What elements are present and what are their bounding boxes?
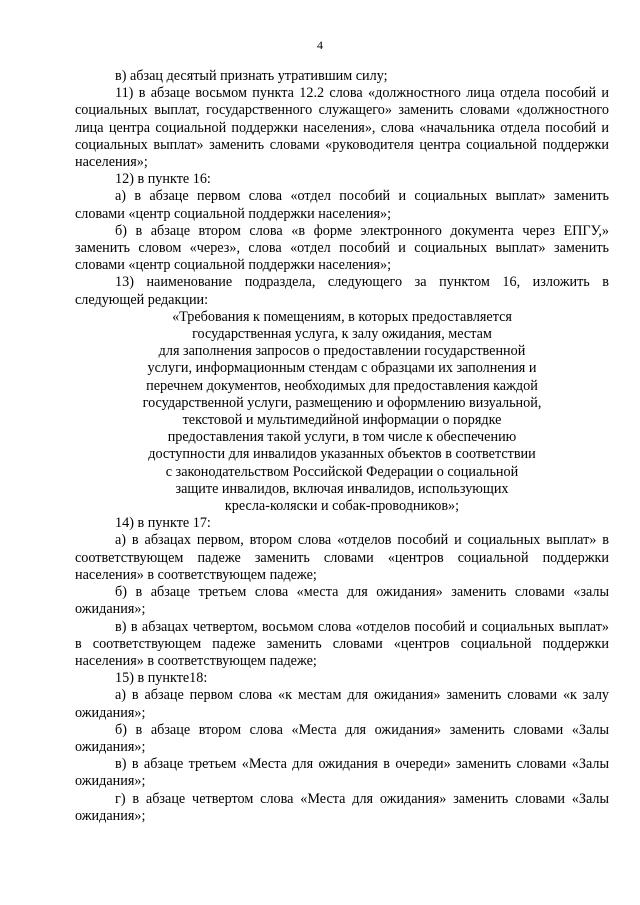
quote-line: защите инвалидов, включая инвалидов, использующих xyxy=(175,480,509,497)
paragraph: б) в абзаце втором слова «Места для ожидания» заменить словами «Залы ожидания»; xyxy=(75,721,609,755)
paragraph: б) в абзаце третьем слова «места для ожидания» заменить словами «залы ожидания»; xyxy=(75,584,609,618)
paragraph: а) в абзаце первом слова «отдел пособий и социальных выплат» заменить словами «центр социальной поддержки населения»; xyxy=(75,188,609,222)
paragraph: а) в абзацах первом, втором слова «отделов пособий и социальных выплат» в соответствующем падеже заменить словами «центров социальной поддержки населения» в соответствующем падеже; xyxy=(75,532,609,583)
paragraph: 14) в пункте 17: xyxy=(115,515,211,532)
quote-line: доступности для инвалидов указанных объектов в соответствии xyxy=(148,446,536,463)
paragraph: 15) в пункте18: xyxy=(115,670,208,687)
paragraph: 13) наименование подраздела, следующего за пунктом 16, изложить в следующей редакции: xyxy=(75,274,609,308)
paragraph: а) в абзаце первом слова «к местам для ожидания» заменить словами «к залу ожидания»; xyxy=(75,687,609,721)
quote-line: для заполнения запросов о предоставлении государственной xyxy=(158,343,526,360)
quote-line: кресла-коляски и собак-проводников»; xyxy=(224,498,460,515)
paragraph: в) в абзаце третьем «Места для ожидания в очереди» заменить словами «Залы ожидания»; xyxy=(75,756,609,790)
quote-line: предоставления такой услуги, в том числе к обеспечению xyxy=(167,429,517,446)
paragraph: г) в абзаце четвертом слова «Места для ожидания» заменить словами «Залы ожидания»; xyxy=(75,790,609,824)
quote-line: текстовой и мультимедийной информации о порядке xyxy=(182,412,502,429)
quote-line: государственной услуги, размещению и оформлению визуальной, xyxy=(142,394,542,411)
quote-line: государственная услуга, к залу ожидания, местам xyxy=(192,326,492,343)
paragraph: в) в абзацах четвертом, восьмом слова «отделов пособий и социальных выплат» в соответствующем падеже заменить словами «центров социальной поддержки населения» в соответствующем падеже; xyxy=(75,618,609,669)
quote-line: перечнем документов, необходимых для предоставления каждой xyxy=(146,377,538,394)
paragraph: 12) в пункте 16: xyxy=(115,171,211,188)
paragraph: в) абзац десятый признать утратившим силу; xyxy=(115,68,388,84)
quote-line: «Требования к помещениям, в которых предоставляется xyxy=(172,308,512,325)
quote-line: с законодательством Российской Федерации о социальной xyxy=(165,463,519,480)
quoted-heading xyxy=(75,309,609,515)
quote-line: услуги, информационным стендам с образцами их заполнения и xyxy=(147,360,537,377)
paragraph: 11) в абзаце восьмом пункта 12.2 слова «должностного лица отдела пособий и социальных выплат, государственного служащего» заменить словами «должностного лица центра социальной поддержки населения», слова «начальника отдела пособий и социальных выплат» заменить словами «руководителя центра социальной поддержки населения»; xyxy=(75,85,609,171)
document-body xyxy=(75,68,609,825)
paragraph: б) в абзаце втором слова «в форме электронного документа через ЕПГУ,» заменить словом «через», слова «отдел пособий и социальных выплат» заменить словами «центр социальной поддержки населения»; xyxy=(75,222,609,274)
page-number: 4 xyxy=(317,38,323,52)
